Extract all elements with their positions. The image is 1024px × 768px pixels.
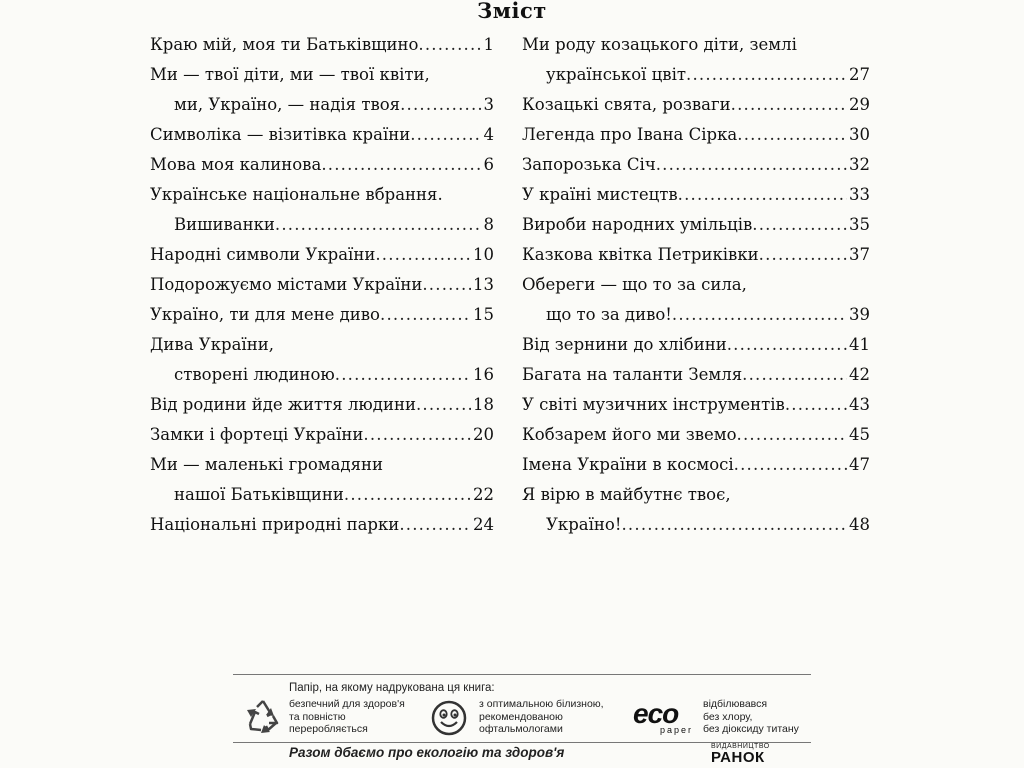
recycle-icon xyxy=(243,696,283,736)
page-title: Зміст xyxy=(477,0,547,23)
toc-entry xyxy=(150,270,494,300)
toc-entry-title: Дива України, xyxy=(150,335,274,354)
toc-entry-line xyxy=(522,510,870,540)
toc-leader-dots xyxy=(321,150,481,180)
toc-leader-dots xyxy=(759,240,847,270)
toc-page-number: 27 xyxy=(849,65,870,84)
eco-paper-notice xyxy=(233,674,811,768)
toc-entry-line xyxy=(150,480,494,510)
toc-entry-title: Символіка — візитівка країни xyxy=(150,125,411,144)
toc-page-number: 24 xyxy=(473,515,494,534)
toc-entry-line xyxy=(522,330,870,360)
toc-entry xyxy=(522,240,870,270)
toc-entry xyxy=(522,120,870,150)
toc-entry xyxy=(150,180,494,240)
toc-entry xyxy=(150,420,494,450)
toc-entry-title: Ми роду козацького діти, землі xyxy=(522,35,797,54)
toc-entry xyxy=(150,390,494,420)
eco-slogan: Разом дбаємо про екологію та здоров'я xyxy=(289,745,565,760)
toc-entry-title: Багата на таланти Земля xyxy=(522,365,743,384)
toc-page-number: 41 xyxy=(849,335,870,354)
toc-entry-line xyxy=(522,390,870,420)
eco-paper-logo: eco paper xyxy=(633,698,693,735)
toc-entry-line xyxy=(150,210,494,240)
toc-leader-dots xyxy=(418,30,481,60)
toc-entry-line xyxy=(522,210,870,240)
toc-page-number: 43 xyxy=(849,395,870,414)
toc-leader-dots xyxy=(742,360,847,390)
toc-page-number: 37 xyxy=(849,245,870,264)
toc-entry-line xyxy=(150,450,494,480)
toc-page-number: 3 xyxy=(483,95,494,114)
toc-entry-title: Мова моя калинова xyxy=(150,155,322,174)
toc-entry-line xyxy=(150,60,494,90)
toc-entry xyxy=(150,240,494,270)
toc-entry xyxy=(150,150,494,180)
toc-entry-line xyxy=(150,120,494,150)
toc-page-number: 42 xyxy=(849,365,870,384)
toc-leader-dots xyxy=(275,210,482,240)
toc-leader-dots xyxy=(656,150,847,180)
toc-entry xyxy=(522,480,870,540)
smiley-face-icon xyxy=(431,700,467,736)
toc-entry-line xyxy=(522,360,870,390)
toc-page-number: 35 xyxy=(849,215,870,234)
eco-heading: Папір, на якому надрукована ця книга: xyxy=(289,682,495,694)
toc-entry-line xyxy=(522,90,870,120)
toc-page-number: 47 xyxy=(849,455,870,474)
toc-entry xyxy=(522,390,870,420)
toc-page-number: 48 xyxy=(849,515,870,534)
eco-item-whiteness: з оптимальною білизною, рекомендованою офтальмологами xyxy=(479,698,604,735)
toc-entry-line xyxy=(522,30,870,60)
toc-entry-title: У світі музичних інструментів xyxy=(522,395,785,414)
toc-page-number: 1 xyxy=(483,35,494,54)
toc-page-number: 45 xyxy=(849,425,870,444)
toc-entry-title: Національні природні парки xyxy=(150,515,400,534)
toc-leader-dots xyxy=(686,60,847,90)
toc-entry-line xyxy=(150,330,494,360)
toc-leader-dots xyxy=(731,90,847,120)
toc-entry-title: Замки і фортеці України xyxy=(150,425,364,444)
toc-entry xyxy=(522,90,870,120)
toc-leader-dots xyxy=(785,390,847,420)
toc-entry xyxy=(522,330,870,360)
toc-entry-line xyxy=(150,270,494,300)
toc-entry-title: Україно! xyxy=(546,515,622,534)
toc-entry xyxy=(522,360,870,390)
divider xyxy=(233,674,811,675)
toc-entry-title: Україно, ти для мене диво xyxy=(150,305,380,324)
toc-page-number: 29 xyxy=(849,95,870,114)
toc-entry-title: Запорозька Січ xyxy=(522,155,656,174)
toc-leader-dots xyxy=(737,120,847,150)
toc-leader-dots xyxy=(344,480,471,510)
toc-entry-line xyxy=(522,120,870,150)
toc-entry-line xyxy=(522,150,870,180)
toc-leader-dots xyxy=(400,90,481,120)
toc-entry xyxy=(150,30,494,60)
toc-page-number: 18 xyxy=(473,395,494,414)
toc-entry-line xyxy=(150,360,494,390)
toc-entry-title: Від родини йде життя людини xyxy=(150,395,416,414)
toc-entry xyxy=(150,300,494,330)
toc-entry xyxy=(150,330,494,390)
toc-leader-dots xyxy=(375,240,471,270)
toc-leader-dots xyxy=(399,510,471,540)
toc-entry-title: Імена України в космосі xyxy=(522,455,734,474)
toc-leader-dots xyxy=(422,270,471,300)
toc-entry-title: Від зернини до хлібини xyxy=(522,335,727,354)
toc-entry xyxy=(150,510,494,540)
toc-entry-line xyxy=(522,300,870,330)
toc-entry-line xyxy=(150,510,494,540)
toc-page-number: 33 xyxy=(849,185,870,204)
toc-entry-title: Козацькі свята, розваги xyxy=(522,95,731,114)
toc-leader-dots xyxy=(621,510,847,540)
toc-entry-title: У країні мистецтв xyxy=(522,185,678,204)
toc-entry-line xyxy=(150,180,494,210)
toc-right-column xyxy=(522,30,870,540)
toc-entry-line xyxy=(522,180,870,210)
toc-leader-dots xyxy=(678,180,847,210)
toc-entry xyxy=(522,180,870,210)
toc-entry-title: Вироби народних умільців xyxy=(522,215,753,234)
toc-entry-title: Вишиванки xyxy=(174,215,275,234)
toc-entry-line xyxy=(150,300,494,330)
toc-entry-title: Ми — твої діти, ми — твої квіти, xyxy=(150,65,430,84)
toc-entry-line xyxy=(150,90,494,120)
toc-page-number: 30 xyxy=(849,125,870,144)
toc-entry-line xyxy=(522,480,870,510)
toc-entry-line xyxy=(522,420,870,450)
toc-entry-line xyxy=(522,60,870,90)
toc-entry-title: Обереги — що то за сила, xyxy=(522,275,747,294)
toc-page-number: 16 xyxy=(473,365,494,384)
toc-entry-title: Казкова квітка Петриківки xyxy=(522,245,759,264)
toc-entry xyxy=(150,450,494,510)
toc-page-number: 10 xyxy=(473,245,494,264)
toc-entry-line xyxy=(522,450,870,480)
toc-leader-dots xyxy=(672,300,847,330)
toc-leader-dots xyxy=(734,450,847,480)
toc-page-number: 13 xyxy=(473,275,494,294)
toc-entry-title: Українське національне вбрання. xyxy=(150,185,443,204)
toc-entry-title: Я вірю в майбутнє твоє, xyxy=(522,485,731,504)
toc-entry xyxy=(522,150,870,180)
toc-entry xyxy=(522,270,870,330)
toc-leader-dots xyxy=(410,120,481,150)
toc-entry xyxy=(522,30,870,90)
toc-leader-dots xyxy=(737,420,847,450)
toc-page-number: 6 xyxy=(483,155,494,174)
toc-entry-title: Народні символи України xyxy=(150,245,376,264)
toc-entry-title: Легенда про Івана Сірка xyxy=(522,125,738,144)
toc-page-number: 15 xyxy=(473,305,494,324)
toc-page-number: 22 xyxy=(473,485,494,504)
toc-page-number: 8 xyxy=(483,215,494,234)
toc-entry-line xyxy=(522,240,870,270)
toc-entry-title: ми, Україно, — надія твоя xyxy=(174,95,401,114)
toc-entry-line xyxy=(150,150,494,180)
toc-entry-line xyxy=(150,420,494,450)
toc-entry xyxy=(522,210,870,240)
toc-page-number: 20 xyxy=(473,425,494,444)
toc-page-number: 39 xyxy=(849,305,870,324)
toc-entry xyxy=(522,420,870,450)
toc-leader-dots xyxy=(727,330,847,360)
toc-leader-dots xyxy=(416,390,471,420)
toc-leader-dots xyxy=(363,420,471,450)
toc-page-number: 32 xyxy=(849,155,870,174)
toc-entry-title: Кобзарем його ми звемо xyxy=(522,425,737,444)
toc-entry-title: Подорожуємо містами України xyxy=(150,275,423,294)
toc-leader-dots xyxy=(752,210,847,240)
toc-entry-title: створені людиною xyxy=(174,365,335,384)
toc-entry xyxy=(522,450,870,480)
toc-entry-line xyxy=(150,390,494,420)
toc-entry xyxy=(150,60,494,120)
toc-leader-dots xyxy=(335,360,471,390)
toc-entry-title: Краю мій, моя ти Батьківщино xyxy=(150,35,419,54)
eco-item-recycle: безпечний для здоров'я та повністю переробляється xyxy=(289,698,405,735)
toc-entry-title: нашої Батьківщини xyxy=(174,485,344,504)
toc-leader-dots xyxy=(380,300,471,330)
toc-entry-line xyxy=(522,270,870,300)
toc-entry-title: Ми — маленькі громадяни xyxy=(150,455,383,474)
eco-item-bleaching: відбілювався без хлору, без діоксиду титану xyxy=(703,698,799,735)
toc-entry-title: що то за диво! xyxy=(546,305,672,324)
publisher-logo: ВИДАВНИЦТВО РАНОК xyxy=(711,743,770,766)
toc-left-column xyxy=(150,30,494,540)
toc-entry xyxy=(150,120,494,150)
toc-entry-title: української цвіт xyxy=(546,65,686,84)
toc-page-number: 4 xyxy=(483,125,494,144)
toc-entry-line xyxy=(150,240,494,270)
toc-entry-line xyxy=(150,30,494,60)
